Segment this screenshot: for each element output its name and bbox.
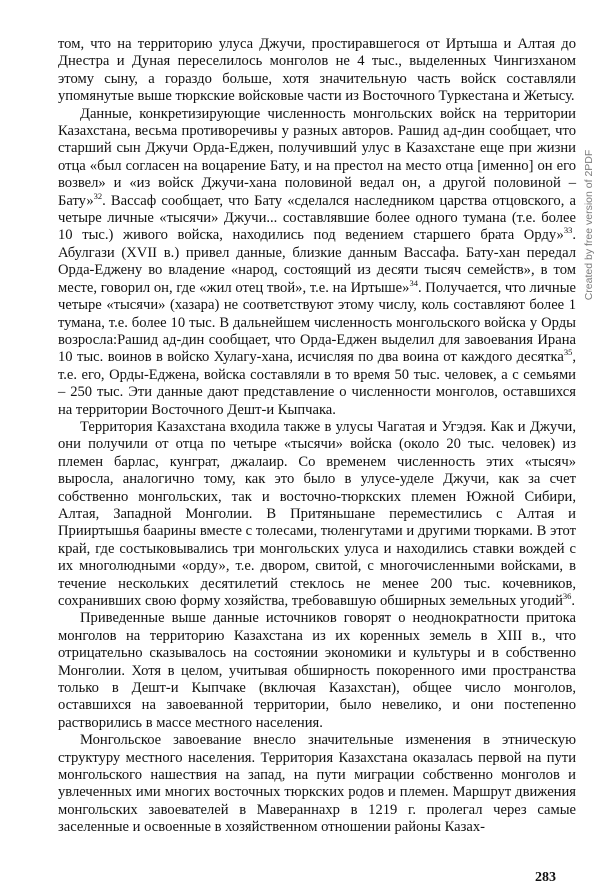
paragraph-3-text-a: Территория Казахстана входила также в улусы Чагатая и Угэдэя. Как и Джучи, они получили от отца по четыре «тысячи» войска (около 20 тыс. человек) из племен барлас, кунграт, джалаир. Со временем численность этих «тысяч» выросла, аналогично тому, как это было в улусе-уделе Джучи, как за счет собственно монгольских, так и восточно-тюркских племен Южной Сибири, Алтая, Западной Монголии. В Притяньшане переместились с Алтая и Прииртышья баарины вместе с толесами, тюленгутами и другими тюрками. В этот край, где состыковывались три монгольских улуса и находились ставки вождей с их многолюдными «орду», т.е. двором, свитой, с многочисленными войсками, в течение нескольких десятилетий стеклось не менее 200 тыс. кочевников, сохранивших свою форму хозяйства, требовавшую обширных земельных угодий xyxy=(58,418,576,609)
footnote-ref-36: 36 xyxy=(562,591,572,601)
paragraph-2-text-e: , т.е. его, Орды-Еджена, войска составляли в то время 50 тыс. человек, а с семьями – 250 тыс. Эти данные дают представление о численности монголов, оставшихся на территории Восточного Дешт-и Кыпчака. xyxy=(58,349,576,418)
page-body xyxy=(58,36,576,837)
footnote-ref-34: 34 xyxy=(409,277,418,288)
paragraph-4-text: Приведенные выше данные источников говорят о неоднократности притока монголов на территорию Казахстана из их коренных земель в XIII в., что отрицательно сказывалось на состоянии экономики и культуры и в собственно Монголии. Хотя в целом, учитывая обширность покоренного ими пространства только в Дешт-и Кыпчаке (включая Казахстан), общее число монголов, оставшихся на завоеванной территории, было невелико, и они постепенно растворились в массе местного населения. xyxy=(58,610,576,731)
paragraph-3 xyxy=(58,419,576,610)
paragraph-3-text-b: . xyxy=(571,593,576,609)
page-number: 283 xyxy=(535,870,556,885)
footnote-ref-35: 35 xyxy=(563,347,573,358)
paragraph-2-text-c: . Абулгази (XVII в.) привел данные, близкие данным Вассафа. Бату-хан передал Орда-Еджену во владение «народ, состоящий из десяти тысяч семейств», в том месте, говорил он, где «жил отец твой», т.е. на Иртыше» xyxy=(58,227,576,296)
paragraph-2-text-d: . Получается, что личные четыре «тысячи» (хазара) не соответствуют этому числу, коль составляют более 1 тумана, т.е. более 10 тыс. В дальнейшем численность монгольского войска у Орды возросла:Рашид ад-дин сообщает, что Орда-Еджен выделил для завоевания Ирана 10 тыс. воинов в войско Хулагу-хана, исчисляя по два воина от каждого десятка xyxy=(58,279,576,366)
footnote-ref-33: 33 xyxy=(563,225,573,236)
paragraph-1-text: том, что на территорию улуса Джучи, простиравшегося от Иртыша и Алтая до Днестра и Дуная переселилось монголов не 4 тыс., выделенных Чингизханом этому сыну, а гораздо больше, хотя значительную часть войск составляли упомянутые выше тюркские войсковые части из Восточного Туркестана и Жетысу. xyxy=(58,36,576,105)
paragraph-4 xyxy=(58,610,576,732)
footnote-ref-32: 32 xyxy=(93,190,103,201)
paragraph-5 xyxy=(58,732,576,836)
paragraph-2-text-b: . Вассаф сообщает, что Бату «сделался наследником царства отцовского, а четыре личные «тысячи» Джучи... составлявшие более одного тумана (т.е. более 10 тыс.) живого войска, находились под ведением старшего брата Орду» xyxy=(58,192,576,244)
paragraph-5-text: Монгольское завоевание внесло значительные изменения в этническую структуру местного населения. Территория Казахстана оказалась первой на пути монгольского нашествия на запад, на пути миграции собственно монголов и увлеченных ими многих восточных тюркских родов и племен. Маршрут движения монгольских завоевателей в Мавераннахр в 1219 г. пролегал через самые заселенные и освоенные в хозяйственном отношении районы Казах- xyxy=(58,732,576,836)
paragraph-1 xyxy=(58,36,576,106)
watermark xyxy=(582,110,596,340)
paragraph-2 xyxy=(58,106,576,419)
paragraph-2-text-a: Данные, конкретизирующие численность монгольских войск на территории Казахстана, весьма противоречивы у разных авторов. Рашид ад-дин сообщает, что старший сын Джучи Орда-Еджен, получивший улус в Казахстане еще при жизни отца «был согласен на воцарение Бату, и на престол на место отца [именно] он его возвел» и «из войск Джучи-хана половиной ведал он, а другой половиной – Бату» xyxy=(58,105,576,209)
watermark-text: Created by free version of 2PDF xyxy=(583,149,595,301)
